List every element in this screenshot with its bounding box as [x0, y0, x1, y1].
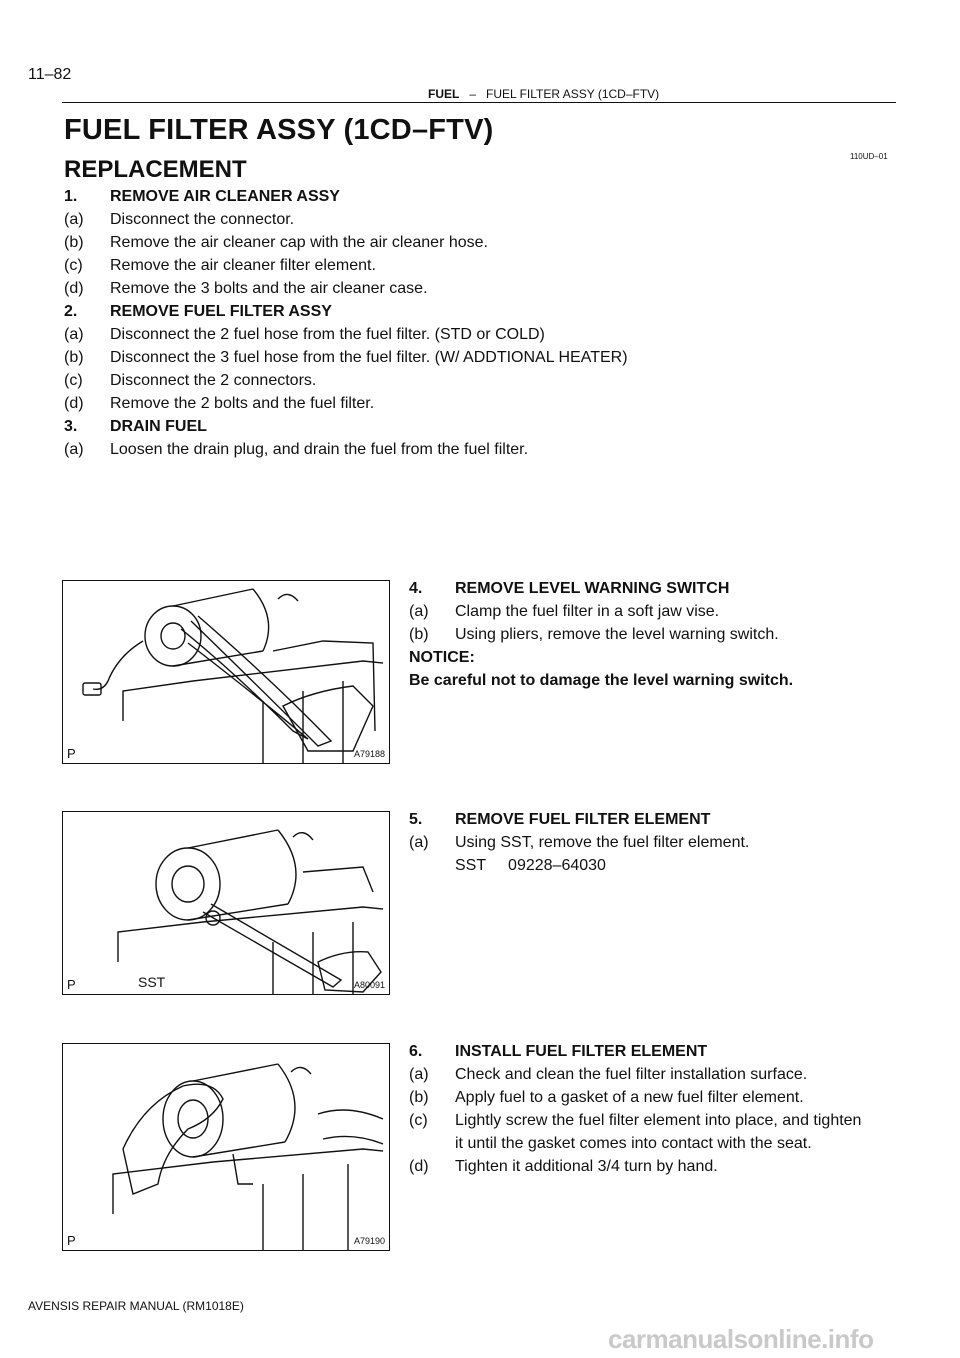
figure-2-sst-label: SST	[138, 974, 166, 990]
step-1c: (c) Remove the air cleaner filter element.	[64, 257, 376, 274]
step-6c-continued: it until the gasket comes into contact with the seat.	[455, 1135, 812, 1152]
header-rule	[62, 102, 896, 103]
step-3a: (a) Loosen the drain plug, and drain the fuel from the fuel filter.	[64, 441, 529, 458]
sst-removing-element-illustration	[63, 812, 389, 994]
step-1d: (d) Remove the 3 bolts and the air cleaner case.	[64, 280, 428, 297]
figure-1-p-mark: P	[67, 746, 76, 761]
watermark: carmanualsonline.info	[608, 1324, 874, 1354]
figure-1-id: A79188	[353, 749, 385, 759]
page-title: FUEL FILTER ASSY (1CD–FTV)	[64, 114, 494, 146]
step-4-heading: 4. REMOVE LEVEL WARNING SWITCH	[409, 580, 730, 597]
figure-3-p-mark: P	[67, 1233, 76, 1248]
step-6a: (a) Check and clean the fuel filter installation surface.	[409, 1066, 808, 1083]
step-1-heading: 1. REMOVE AIR CLEANER ASSY	[64, 188, 340, 205]
footer-manual-id: AVENSIS REPAIR MANUAL (RM1018E)	[28, 1299, 244, 1313]
step-2d: (d) Remove the 2 bolts and the fuel filter.	[64, 395, 375, 412]
figure-2-id: A80091	[353, 980, 385, 990]
step-2b: (b) Disconnect the 3 fuel hose from the fuel filter. (W/ ADDTIONAL HEATER)	[64, 349, 628, 366]
doc-code: 110UD–01	[850, 152, 888, 161]
hand-installing-element-illustration	[63, 1044, 389, 1250]
figure-sst-filter-element	[62, 811, 390, 995]
header-separator: –	[469, 87, 477, 101]
header-topic: FUEL FILTER ASSY (1CD–FTV)	[486, 87, 660, 101]
step-6-heading: 6. INSTALL FUEL FILTER ELEMENT	[409, 1043, 708, 1060]
figure-2-p-mark: P	[67, 977, 76, 992]
section-subtitle: REPLACEMENT	[64, 156, 247, 183]
step-6b: (b) Apply fuel to a gasket of a new fuel filter element.	[409, 1089, 804, 1106]
running-header	[428, 87, 659, 101]
notice-text: Be careful not to damage the level warning switch.	[409, 672, 794, 689]
step-4b: (b) Using pliers, remove the level warning switch.	[409, 626, 779, 643]
step-2-heading: 2. REMOVE FUEL FILTER ASSY	[64, 303, 332, 320]
page-number: 11–82	[28, 66, 72, 83]
step-2a: (a) Disconnect the 2 fuel hose from the fuel filter. (STD or COLD)	[64, 326, 545, 343]
step-5-sst-number: SST 09228–64030	[455, 857, 606, 874]
pliers-removing-switch-illustration	[63, 581, 389, 763]
step-3-heading: 3. DRAIN FUEL	[64, 418, 207, 435]
notice-label: NOTICE:	[409, 649, 475, 666]
figure-3-id: A79190	[353, 1236, 385, 1246]
step-6d: (d) Tighten it additional 3/4 turn by hand.	[409, 1158, 718, 1175]
step-1b: (b) Remove the air cleaner cap with the air cleaner hose.	[64, 234, 488, 251]
step-4a: (a) Clamp the fuel filter in a soft jaw vise.	[409, 603, 720, 620]
step-1a: (a) Disconnect the connector.	[64, 211, 295, 228]
step-2c: (c) Disconnect the 2 connectors.	[64, 372, 317, 389]
header-section: FUEL	[428, 87, 460, 101]
step-5-heading: 5. REMOVE FUEL FILTER ELEMENT	[409, 811, 711, 828]
figure-pliers-level-switch	[62, 580, 390, 764]
step-6c: (c) Lightly screw the fuel filter element into place, and tighten	[409, 1112, 862, 1129]
step-5a: (a) Using SST, remove the fuel filter element.	[409, 834, 750, 851]
figure-install-element	[62, 1043, 390, 1251]
